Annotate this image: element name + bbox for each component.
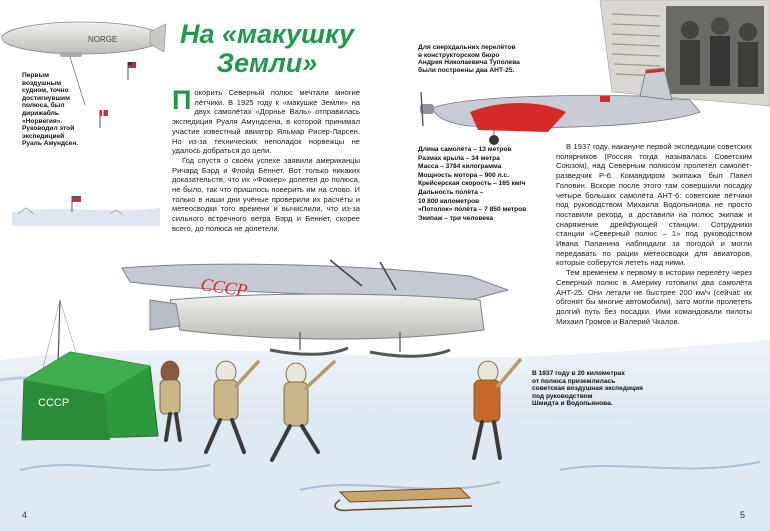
caption-line: полюса, был xyxy=(22,102,65,110)
caption-line: В 1937 году в 20 километрах xyxy=(532,370,625,377)
drop-cap: П xyxy=(172,85,192,115)
caption-line: Руаль Амундсен. xyxy=(22,140,79,148)
spec-line: Крейсерская скорость – 165 км/ч xyxy=(418,180,526,188)
paragraph-1-first: окорить Северный полюс мечтали многие xyxy=(194,88,360,97)
spec-line: 10 800 километров xyxy=(418,197,480,205)
plane-specifications xyxy=(418,146,548,223)
spec-line: Мощность мотора – 900 л.с. xyxy=(418,171,509,179)
record-caption xyxy=(532,370,644,408)
page-number-right: 5 xyxy=(740,510,746,520)
title-line-2: Земли» xyxy=(216,48,318,78)
airship-caption xyxy=(22,72,94,148)
paragraph-3: В 1937 году, накануне первой экспедиции советских полярников (Россия тогда называлась Советским Союзом), над Северным полюсом пролетел самолёт-разведчик Р-6. Командиром экипажа был Павел Головин. Вскоре после этого там совершили посадку четыре больших самолёта АНТ-6: советские лётчики под руководством Михаила Водопьянова не просто поставили рекорд, а доставили на полюс экипаж и снаряжение дрейфующей станции. Сотрудники станции «Северный полюс – 1» под руководством Ивана Папанина наблюдали за погодой и могли передавать по рации метеосводки для авиаторов, которые соберутся лететь над ними. xyxy=(556,142,752,268)
spec-line: Длина самолёта – 13 метров xyxy=(418,146,512,153)
spec-line: Экипаж – три человека xyxy=(418,214,494,222)
spec-line: Размах крыла – 34 метра xyxy=(418,154,500,162)
right-column-text xyxy=(556,142,752,326)
spec-line: «Потолок» полёта – 7 850 метров xyxy=(418,206,527,214)
page-number-left: 4 xyxy=(22,510,28,520)
caption-line: Андрея Николаевича Туполева xyxy=(418,59,520,67)
caption-line: под руководством xyxy=(532,392,593,400)
caption-line: Для сверхдальних перелётов xyxy=(418,44,516,51)
caption-line: дирижабль xyxy=(22,109,59,117)
tupolev-caption xyxy=(418,44,568,74)
title-line-1: На «макушку xyxy=(179,19,355,49)
ant6-plane xyxy=(122,260,508,356)
paragraph-2: Год спустя о своём успехе заявили американцы Ричард Бэрд и Флойд Беннет. Вот только никаких доказательств, что их «Фоккер» долетел до полюса, не было, так что пришлось поверить им на слово. И только в наши дни учёные проверили их расчёты и метеосводки того времени и вычислили, что из-за сильного встречного ветра Бэрд и Беннет, скорее всего, до полюса не долетели. xyxy=(172,155,360,233)
spec-line: Масса – 3784 килограмма xyxy=(418,163,502,171)
caption-line: Шмидта и Водопьянова. xyxy=(532,400,613,408)
airship-lettering: NORGE xyxy=(88,35,118,44)
caption-line: достигнувшим xyxy=(22,94,70,102)
caption-line: советская воздушная экспедиция xyxy=(532,385,644,393)
page-title xyxy=(172,20,362,78)
ice-camp-vignette xyxy=(12,196,160,226)
caption-line: в конструкторском бюро xyxy=(418,51,500,59)
paragraph-4: Тем временем к первому в истории перелёту через Северный полюс в Америку готовили два самолёта АНТ-25. Они летали не быстрее 200 км/ч (сейчас их обгонят бы многие автомобили), зато могли пролететь долгий путь без посадки. Ими командовали пилоты Михаил Громов и Валерий Чкалов. xyxy=(556,268,752,326)
caption-line: воздушным xyxy=(22,79,62,87)
ant25-drawing xyxy=(420,68,700,145)
caption-line: «Норвегия». xyxy=(22,117,63,125)
paragraph-1-rest: лётчики. В 1925 году к «макушке Земли» на двух самолётах «Дорнье Валь» отправилась экспедиция Руаля Амундсена, в которой принимал участие известный авиатор Яльмар Рисер-Ларсен. Но из-за технических неполадок норвежцы не удалось добраться до цели. xyxy=(172,97,360,156)
left-column-text xyxy=(172,85,360,234)
caption-line: экспедицией xyxy=(22,132,65,140)
spec-line: Дальность полёта – xyxy=(418,188,484,196)
flag-usa-small xyxy=(128,62,136,80)
tent-lettering: СССР xyxy=(38,397,70,409)
caption-line: от полюса приземлилась xyxy=(532,377,616,385)
plane-lettering: СССР xyxy=(199,274,249,301)
caption-line: были построены два АНТ-25. xyxy=(418,66,515,74)
caption-line: Первым xyxy=(22,72,49,79)
newspaper-clipping xyxy=(600,0,770,106)
caption-line: Руководил этой xyxy=(22,125,75,133)
flag-norway-small xyxy=(100,110,108,128)
caption-line: судном, точно xyxy=(22,87,69,95)
